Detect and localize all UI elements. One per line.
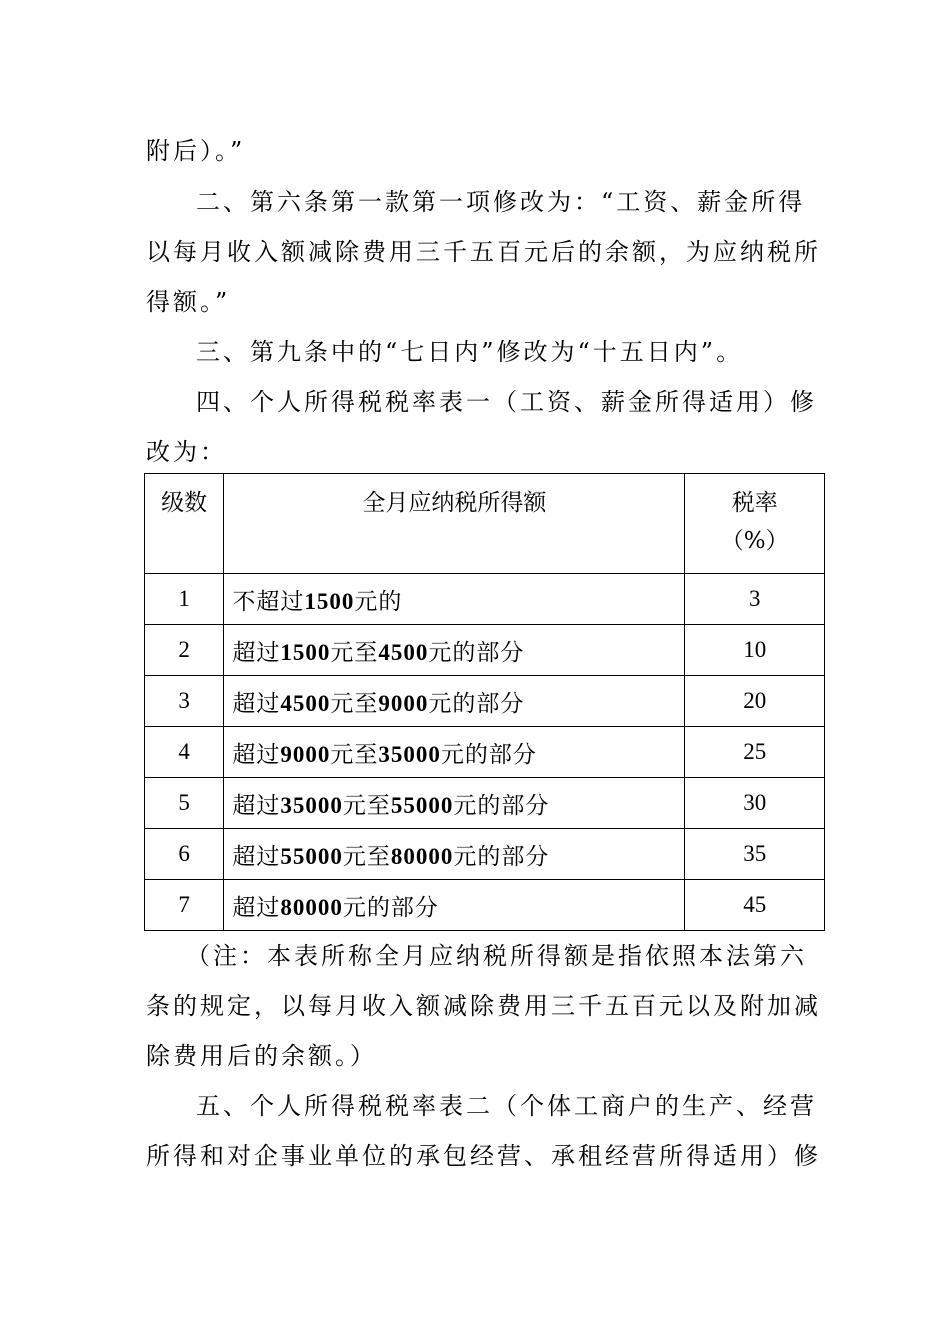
income-amount: 35000 xyxy=(280,792,343,818)
income-text: 元至 xyxy=(330,639,379,666)
income-amount: 55000 xyxy=(390,792,454,818)
table-row xyxy=(145,778,825,829)
income-text: 超过 xyxy=(232,741,281,768)
table-header-row xyxy=(145,474,825,574)
cell-income-range xyxy=(224,574,685,625)
cell-level: 5 xyxy=(145,778,224,829)
income-amount: 1500 xyxy=(304,588,355,614)
income-text: 元的部分 xyxy=(342,894,439,921)
cell-rate: 35 xyxy=(685,829,825,880)
cell-level: 2 xyxy=(145,625,224,676)
header-rate-line1: 税率 xyxy=(731,490,778,516)
table-row xyxy=(145,727,825,778)
note-line: 条的规定，以每月收入额减除费用三千五百元以及附加减 xyxy=(146,992,821,1020)
cell-income-range xyxy=(224,778,685,829)
table-row xyxy=(145,676,825,727)
income-amount: 9000 xyxy=(280,741,331,767)
income-text: 元至 xyxy=(330,741,379,768)
cell-level: 6 xyxy=(145,829,224,880)
income-amount: 35000 xyxy=(378,741,441,767)
paragraph-line: 二、第六条第一款第一项修改为：“工资、薪金所得 xyxy=(196,188,806,216)
income-text: 超过 xyxy=(232,843,281,870)
header-rate xyxy=(685,474,825,574)
income-amount: 80000 xyxy=(280,894,343,920)
income-text: 元的部分 xyxy=(453,843,550,870)
income-text: 元的 xyxy=(354,588,403,615)
table-row xyxy=(145,574,825,625)
income-text: 元的部分 xyxy=(428,690,525,717)
income-text: 超过 xyxy=(232,792,281,819)
income-text: 元的部分 xyxy=(428,639,525,666)
income-amount: 80000 xyxy=(390,843,454,869)
income-text: 元至 xyxy=(342,843,391,870)
paragraph-line: 以每月收入额减除费用三千五百元后的余额，为应纳税所 xyxy=(146,238,821,266)
cell-rate: 3 xyxy=(685,574,825,625)
income-amount: 4500 xyxy=(378,639,429,665)
cell-income-range xyxy=(224,625,685,676)
cell-level: 4 xyxy=(145,727,224,778)
income-amount: 9000 xyxy=(378,690,429,716)
cell-rate: 10 xyxy=(685,625,825,676)
income-text: 元至 xyxy=(342,792,391,819)
table-row xyxy=(145,829,825,880)
cell-rate: 45 xyxy=(685,880,825,931)
paragraph-line: 附后）。” xyxy=(146,137,246,165)
paragraph-line: 五、个人所得税税率表二（个体工商户的生产、经营 xyxy=(196,1092,817,1120)
tax-rate-table xyxy=(144,473,825,931)
income-text: 超过 xyxy=(232,639,281,666)
cell-rate: 30 xyxy=(685,778,825,829)
cell-income-range xyxy=(224,727,685,778)
income-amount: 1500 xyxy=(280,639,331,665)
table-row xyxy=(145,880,825,931)
paragraph-line: 得额。” xyxy=(146,288,231,316)
income-text: 元至 xyxy=(330,690,379,717)
cell-level: 7 xyxy=(145,880,224,931)
income-text: 元的部分 xyxy=(453,792,550,819)
income-text: 不超过 xyxy=(232,588,305,615)
paragraph-line: 改为： xyxy=(146,438,227,466)
cell-rate: 20 xyxy=(685,676,825,727)
paragraph-line: 所得和对企事业单位的承包经营、承租经营所得适用）修 xyxy=(146,1142,821,1170)
header-level: 级数 xyxy=(145,474,224,574)
table-row xyxy=(145,625,825,676)
header-income: 全月应纳税所得额 xyxy=(224,474,685,574)
paragraph-line: 三、第九条中的“七日内”修改为“十五日内”。 xyxy=(196,338,744,366)
income-text: 超过 xyxy=(232,690,281,717)
note-line: （注：本表所称全月应纳税所得额是指依照本法第六 xyxy=(186,942,807,970)
income-text: 元的部分 xyxy=(440,741,537,768)
cell-level: 3 xyxy=(145,676,224,727)
cell-level: 1 xyxy=(145,574,224,625)
income-amount: 55000 xyxy=(280,843,343,869)
header-rate-line2: （%） xyxy=(720,528,789,554)
cell-income-range xyxy=(224,880,685,931)
income-text: 超过 xyxy=(232,894,281,921)
cell-income-range xyxy=(224,676,685,727)
note-line: 除费用后的余额。） xyxy=(146,1042,377,1070)
paragraph-line: 四、个人所得税税率表一（工资、薪金所得适用）修 xyxy=(196,388,817,416)
cell-income-range xyxy=(224,829,685,880)
cell-rate: 25 xyxy=(685,727,825,778)
income-amount: 4500 xyxy=(280,690,331,716)
